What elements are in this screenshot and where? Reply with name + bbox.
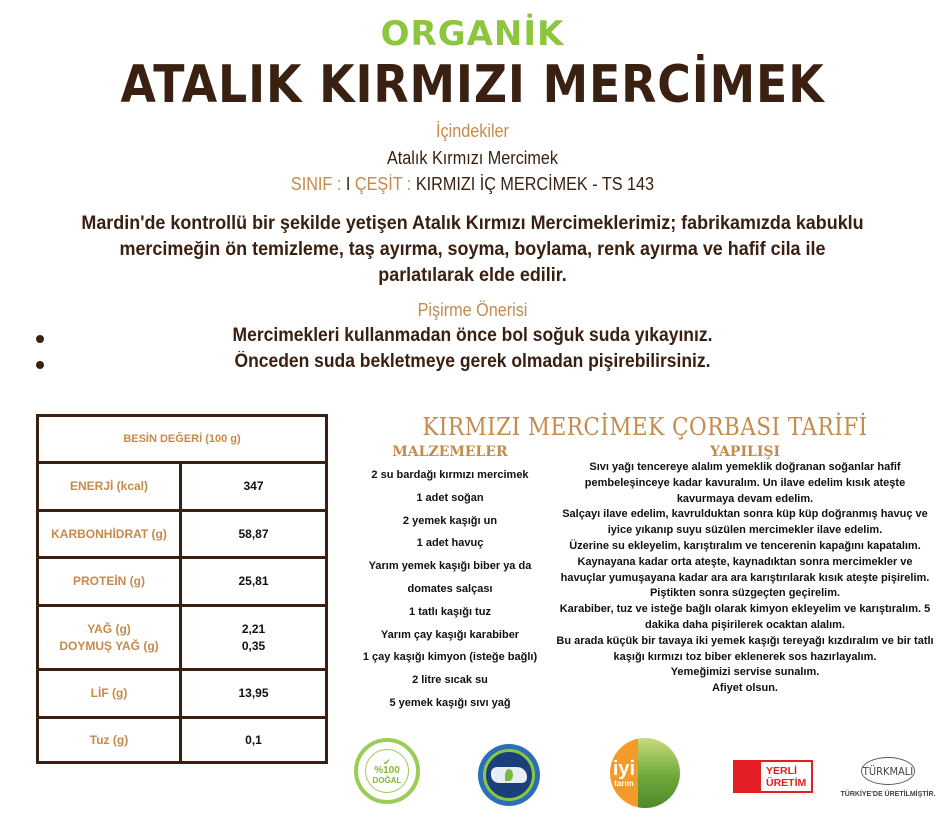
nutrition-row xyxy=(39,604,325,668)
check-icon: ✔ xyxy=(383,756,391,767)
recipe-title: KIRMIZI MERCİMEK ÇORBASI TARİFİ xyxy=(422,413,868,441)
nutrient-value: 0,35 xyxy=(241,638,266,653)
ingredients-label: İçindekiler xyxy=(436,121,509,141)
turkey-map-icon xyxy=(491,767,527,783)
recipe-step: Üzerine su ekleyelim, karıştıralım ve tencerenin kapağını kapatalım. Kaynayana kadar orta ateşte, kaynadıktan sonra mercimekler ve havuçlar yumuşayana kadar ara ara karıştırılarak kısık ateşte pişirelim. Piştikten sonra süzgeçten geçirelim. xyxy=(560,539,930,600)
variety-value: KIRMIZI İÇ MERCİMEK - TS 143 xyxy=(415,174,655,194)
nutrient-label: LİF (g) xyxy=(39,671,182,716)
nutrient-value: 0,1 xyxy=(245,732,262,747)
nutrient-value: 2,21 xyxy=(241,621,266,636)
product-description: Mardin'de kontrollü bir şekilde yetişen Atalık Kırmızı Mercimeklerimiz; fabrikamızda kabuklu mercimeğin ön temizleme, taş ayırma, soyma, boylama, renk ayırma ve hafif cila ile parlatılarak elde edilir. xyxy=(81,212,864,286)
domestic-production-logo xyxy=(733,760,813,793)
good-agriculture-big: iyi xyxy=(612,757,636,780)
turkmali-mark: TÜRKMALI xyxy=(861,757,915,785)
class-value: I xyxy=(345,174,351,194)
nutrition-row xyxy=(39,461,325,509)
nutrition-row xyxy=(39,509,325,556)
nutrient-label: DOYMUŞ YAĞ (g) xyxy=(59,638,159,653)
nutrient-label: KARBONHİDRAT (g) xyxy=(39,512,182,556)
variety-label: ÇEŞİT : xyxy=(354,174,412,194)
list-item: 1 tatlı kaşığı tuz xyxy=(409,605,491,618)
nutrition-row xyxy=(39,716,325,761)
domestic-line2: ÜRETİM xyxy=(766,776,807,789)
recipe-steps xyxy=(555,460,935,697)
field-landscape-icon xyxy=(638,738,680,808)
good-agriculture-logo xyxy=(610,738,680,808)
list-item: Yarım çay kaşığı karabiber xyxy=(380,628,520,641)
nutrient-value-group xyxy=(182,607,325,668)
list-item: 1 adet havuç xyxy=(416,537,484,550)
nutrient-label: Tuz (g) xyxy=(39,719,182,761)
nutrient-label: ENERJİ (kcal) xyxy=(39,464,182,509)
domestic-line1: YERLİ xyxy=(766,764,797,777)
recipe-step: Salçayı ilave edelim, kavrulduktan sonra küp küp doğranmış havuç ve iyice yıkanıp suyu süzülen mercimekler ilave edelim. xyxy=(562,508,928,537)
ingredients-value: Atalık Kırmızı Mercimek xyxy=(386,148,559,168)
list-item: 2 su bardağı kırmızı mercimek xyxy=(371,469,529,481)
list-item: Yarım yemek kaşığı biber ya da xyxy=(368,560,532,573)
cooking-tip: Önceden suda bekletmeye gerek olmadan pişirebilirsiniz. xyxy=(234,351,711,372)
nutrient-value: 13,95 xyxy=(238,686,269,700)
good-agriculture-text xyxy=(610,738,638,808)
recipe-ingredients-title: MALZEMELER xyxy=(392,444,508,460)
nutrient-value: 25,81 xyxy=(238,574,269,588)
nutrient-label: PROTEİN (g) xyxy=(39,559,182,604)
natural-label: DOĞAL xyxy=(372,775,402,785)
list-item: 2 litre sıcak su xyxy=(412,674,488,687)
natural-100-logo xyxy=(354,738,420,804)
list-item: 2 yemek kaşığı un xyxy=(402,514,498,527)
grade-line xyxy=(47,174,898,195)
list-item: domates salçası xyxy=(407,582,493,595)
recipe-steps-title: YAPILIŞI xyxy=(709,444,781,460)
domestic-production-text xyxy=(761,765,811,789)
nutrient-value: 347 xyxy=(243,479,264,493)
recipe-step: Sıvı yağı tencereye alalım yemeklik doğranan soğanlar hafif pembeleşinceye kadar kavuralım. Un ilave edelim kısık ateşte kavurmaya devam edelim. xyxy=(584,461,906,505)
natural-badge-inner xyxy=(365,749,409,793)
nutrient-label: YAĞ (g) xyxy=(87,621,131,636)
list-item: 1 adet soğan xyxy=(416,491,484,504)
nutrition-row xyxy=(39,556,325,604)
recipe-step: Afiyet olsun. xyxy=(711,682,778,695)
handshake-icon xyxy=(735,762,761,791)
recipe-ingredients-list xyxy=(345,466,555,717)
organic-seal-ring xyxy=(483,749,535,801)
nutrition-row xyxy=(39,668,325,716)
cooking-tip: Mercimekleri kullanmadan önce bol soğuk suda yıkayınız. xyxy=(232,325,713,346)
list-item: 5 yemek kaşığı sıvı yağ xyxy=(389,696,511,709)
product-title: ATALIK KIRMIZI MERCİMEK xyxy=(120,55,825,115)
nutrient-value: 58,87 xyxy=(238,526,269,541)
natural-percent: %100 xyxy=(374,764,400,776)
turkmali-caption: TÜRKİYE'DE ÜRETİLMİŞTİR. xyxy=(840,791,936,798)
nutrition-header: BESİN DEĞERİ (100 g) xyxy=(123,432,241,445)
recipe-step: Karabiber, tuz ve isteğe bağlı olarak kimyon ekleyelim ve karıştıralım. 5 dakika daha pişirilerek ocaktan alalım. xyxy=(559,603,931,631)
organic-farming-logo xyxy=(478,744,540,806)
organic-badge: ORGANİK xyxy=(380,14,565,54)
nutrition-table xyxy=(36,414,328,764)
leaf-icon xyxy=(505,769,513,781)
turkish-made-logo xyxy=(838,757,938,807)
nutrient-label-group xyxy=(39,607,182,668)
class-label: SINIF : xyxy=(290,174,342,194)
nutrition-header-row xyxy=(39,417,325,461)
list-item: 1 çay kaşığı kimyon (isteğe bağlı) xyxy=(362,651,538,664)
recipe-step: Yemeğimizi servise sunalım. xyxy=(670,666,820,679)
good-agriculture-small: tarım xyxy=(614,778,634,788)
recipe-step: Bu arada küçük bir tavaya iki yemek kaşığı tereyağı kızdıralım ve bir tatlı kaşığı kırmızı toz biber eklenerek sos hazırlayalım. xyxy=(556,634,934,663)
cooking-title: Pişirme Önerisi xyxy=(417,300,528,320)
